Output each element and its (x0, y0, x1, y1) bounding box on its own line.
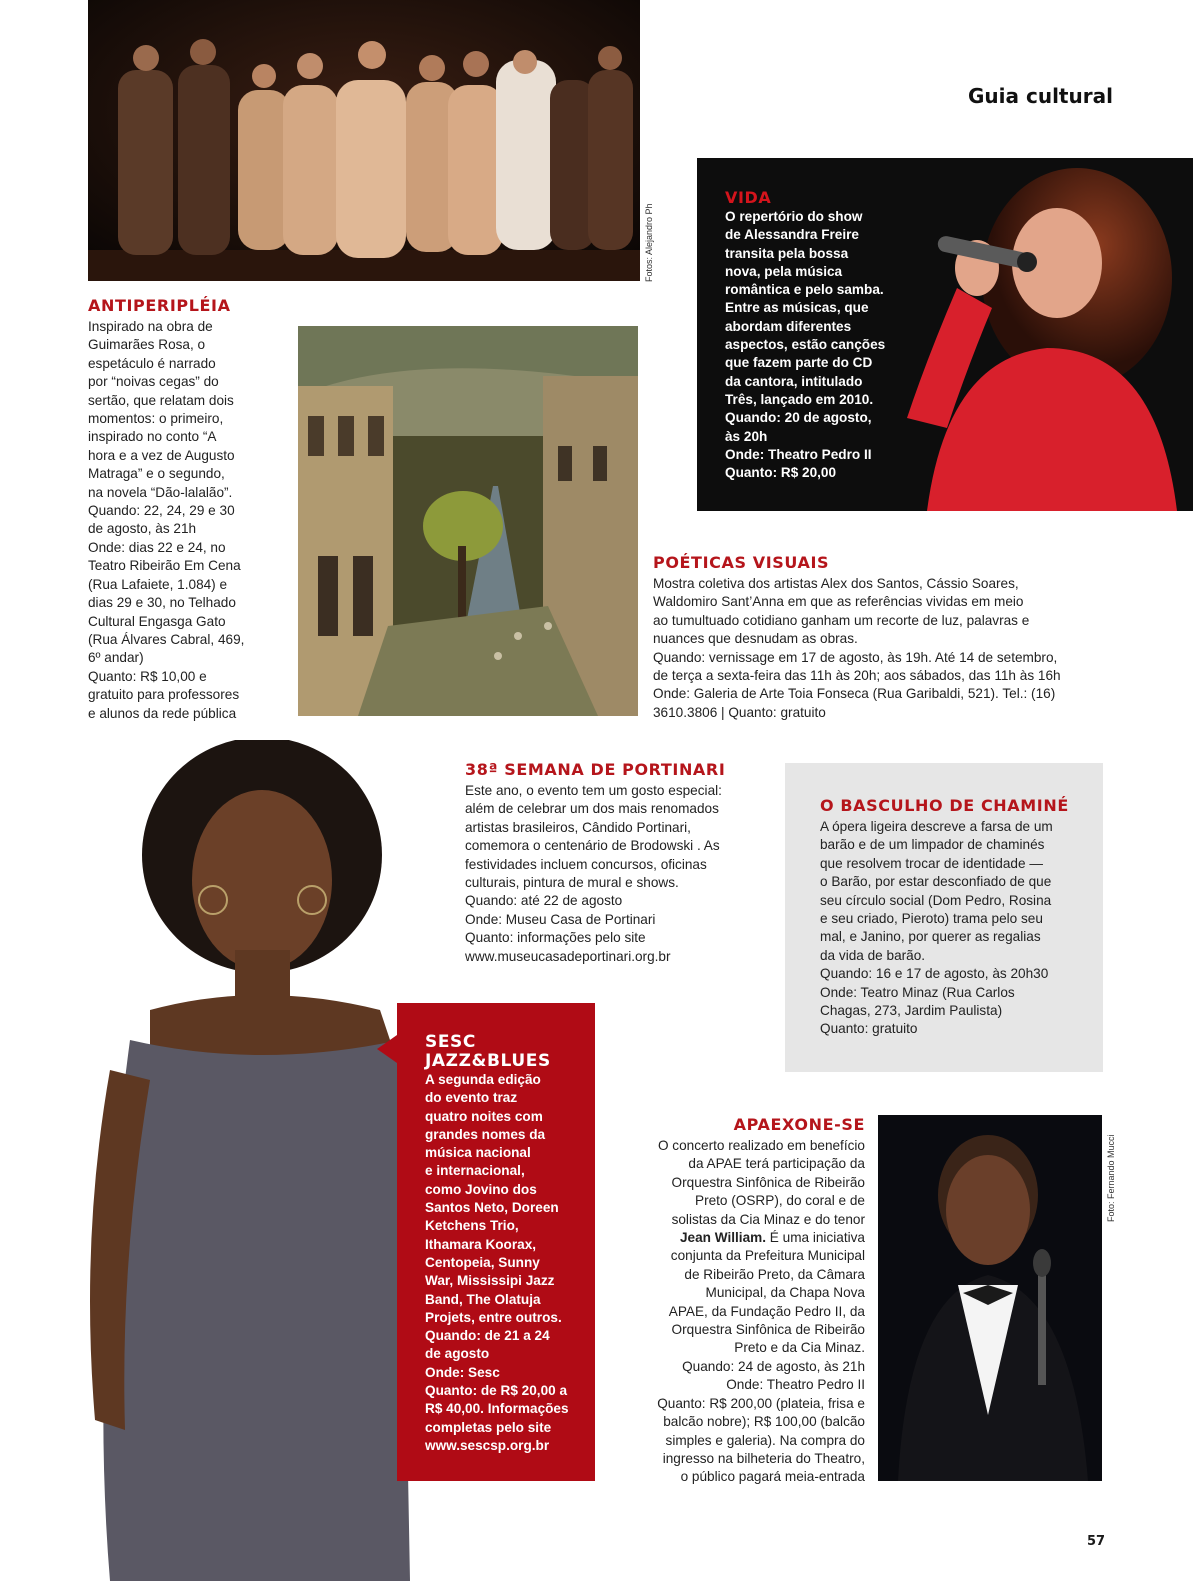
text-line: e seu criado, Pieroto) trama pelo seu (820, 911, 1043, 927)
detail-line: Teatro Ribeirão Em Cena (88, 558, 241, 574)
link-text: www.sescsp.org.br (425, 1437, 550, 1453)
tenor-photo (878, 1115, 1102, 1481)
text-line: Band, The Olatuja (425, 1291, 541, 1307)
text-line: APAE, da Fundação Pedro II, da (668, 1303, 865, 1319)
article-title: O BASCULHO DE CHAMINÉ (820, 796, 1069, 815)
text-line: nova, pela música (725, 263, 843, 279)
text-line: da vida de barão. (820, 947, 926, 963)
text-line: do evento traz (425, 1090, 518, 1106)
text-line: mal, e Janino, por querer as regalias (820, 929, 1041, 945)
text-line: da cantora, intitulado (725, 373, 863, 389)
text-line: além de celebrar um dos mais renomados (465, 801, 719, 817)
text-line: Onde: Sesc (425, 1364, 500, 1380)
text-line: que resolvem trocar de identidade — (820, 855, 1043, 871)
text-line: momentos: o primeiro, (88, 411, 224, 427)
article-title: SESC (425, 1032, 476, 1052)
detail-line: Onde: Teatro Minaz (Rua Carlos (820, 984, 1015, 1000)
detail-line: Quanto: informações pelo site (465, 930, 646, 946)
detail-line: Quanto: R$ 10,00 e (88, 668, 207, 684)
text-line: abordam diferentes (725, 318, 852, 334)
detail-line: www.museucasadeportinari.org.br (465, 948, 671, 964)
text-line: de Ribeirão Preto, da Câmara (684, 1266, 865, 1282)
text-line: aspectos, estão canções (725, 337, 886, 353)
article-basculho (820, 796, 1095, 1039)
article-apaexone-se (615, 1115, 865, 1487)
detail-line: 3610.3806 | Quanto: gratuito (653, 704, 826, 720)
text-line: hora e a vez de Augusto (88, 447, 235, 463)
article-semana-portinari (465, 760, 765, 966)
text-line: artistas brasileiros, Cândido Portinari, (465, 819, 691, 835)
detail-line: Quanto: gratuito (820, 1021, 918, 1037)
text-line: espetáculo é narrado (88, 355, 216, 371)
text-line: grandes nomes da (425, 1126, 546, 1142)
text-line: Municipal, da Chapa Nova (705, 1285, 865, 1301)
detail-line: 6º andar) (88, 650, 144, 666)
detail-line: balcão nobre); R$ 100,00 (balcão (663, 1414, 865, 1430)
vida-article (725, 188, 915, 482)
detail-line: Quanto: R$ 200,00 (plateia, frisa e (657, 1395, 865, 1411)
detail-line: Onde: Theatro Pedro II (726, 1377, 865, 1393)
text-line: Centopeia, Sunny (425, 1254, 540, 1270)
text-line: seu círculo social (Dom Pedro, Rosina (820, 892, 1052, 908)
sesc-article (425, 1033, 585, 1455)
text-line: Inspirado na obra de (88, 319, 213, 334)
text-fragment: É uma iniciativa (766, 1230, 865, 1246)
text-line: R$ 40,00. Informações (425, 1401, 569, 1417)
text-line: Mostra coletiva dos artistas Alex dos Santos, Cássio Soares, (653, 576, 1019, 591)
detail-line: ingresso na bilheteria do Theatro, (662, 1450, 865, 1466)
text-line: sertão, que relatam dois (88, 392, 234, 408)
text-line: como Jovino dos (425, 1181, 537, 1197)
text-line: festividades incluem concursos, oficinas (465, 856, 707, 872)
theater-photo (88, 0, 640, 281)
detail-line: e alunos da rede pública (88, 705, 237, 721)
detail-line: gratuito para professores (88, 687, 240, 703)
text-line (615, 1229, 865, 1247)
text-line: música nacional (425, 1145, 531, 1161)
text-line: O repertório do show (725, 209, 863, 224)
text-line: Projets, entre outros. (425, 1309, 562, 1325)
text-line: romântica e pelo samba. (725, 282, 884, 298)
article-title: ANTIPERIPLÉIA (88, 296, 231, 315)
text-line: Santos Neto, Doreen (425, 1200, 559, 1216)
article-title: 38ª SEMANA DE PORTINARI (465, 760, 726, 779)
detail-line: Chagas, 273, Jardim Paulista) (820, 1003, 1003, 1019)
basculho-panel (785, 763, 1103, 1072)
article-title: APAEXONE-SE (733, 1115, 865, 1134)
text-line: que fazem parte do CD (725, 355, 873, 371)
text-line: às 20h (725, 428, 768, 444)
text-line: Este ano, o evento tem um gosto especial: (465, 783, 722, 798)
detail-line: de terça a sexta-feira das 11h às 20h; aos sábados, das 11h às 16h (653, 668, 1061, 684)
painting-image (298, 326, 638, 716)
detail-line: simples e galeria). Na compra do (665, 1432, 865, 1448)
text-line: culturais, pintura de mural e shows. (465, 875, 679, 891)
detail-line: Onde: Galeria de Arte Toia Fonseca (Rua Garibaldi, 521). Tel.: (16) (653, 686, 1056, 702)
detail-line: Onde: dias 22 e 24, no (88, 539, 226, 555)
text-line: Ithamara Koorax, (425, 1236, 537, 1252)
text-line: Ketchens Trio, (425, 1218, 519, 1234)
text-line: barão e de um limpador de chaminés (820, 837, 1045, 853)
text-line: comemora o centenário de Brodowski . As (465, 838, 720, 854)
text-line: O concerto realizado em benefício (657, 1138, 865, 1153)
text-line: por “noivas cegas” do (88, 374, 219, 390)
vida-panel (697, 158, 1193, 511)
photo-credit-top: Fotos: Alejandro Ph (644, 203, 654, 282)
text-line: e internacional, (425, 1163, 525, 1179)
text-line: transita pela bossa (725, 245, 849, 261)
pointer-arrow (377, 1035, 397, 1063)
text-line: Quando: 20 de agosto, (725, 410, 872, 426)
text-line: da APAE terá participação da (688, 1156, 865, 1172)
text-line: Entre as músicas, que (725, 300, 869, 316)
text-line: Quando: de 21 a 24 (425, 1328, 550, 1344)
text-line: Preto e da Cia Minaz. (734, 1340, 865, 1356)
detail-line: Quando: 22, 24, 29 e 30 (88, 503, 235, 519)
text-line: completas pelo site (425, 1419, 552, 1435)
text-line: de agosto (425, 1346, 490, 1362)
text-line: Waldomiro Sant’Anna em que as referências vividas em meio (653, 594, 1024, 610)
text-line: inspirado no conto “A (88, 429, 217, 445)
article-title-line-2: JAZZ&BLUES (425, 1051, 551, 1071)
sesc-panel (397, 1003, 595, 1481)
detail-line: (Rua Lafaiete, 1.084) e (88, 576, 228, 592)
text-line: quatro noites com (425, 1108, 543, 1124)
text-line: Onde: Theatro Pedro II (725, 446, 872, 462)
text-line: ao tumultuado cotidiano ganham um recorte de luz, palavras e (653, 612, 1030, 628)
text-line: conjunta da Prefeitura Municipal (670, 1248, 865, 1264)
detail-line: (Rua Álvares Cabral, 469, (88, 631, 245, 647)
detail-line: Quando: 16 e 17 de agosto, às 20h30 (820, 966, 1049, 982)
text-line: War, Mississipi Jazz (425, 1273, 555, 1289)
article-antiperipleia (88, 296, 293, 723)
text-line: Orquestra Sinfônica de Ribeirão (671, 1322, 865, 1338)
tenor-name: Jean William. (680, 1230, 767, 1246)
text-line: nuances que desnudam as obras. (653, 631, 858, 647)
photo-credit-tenor: Foto: Fernando Mucci (1106, 1134, 1116, 1222)
detail-line: Quando: até 22 de agosto (465, 893, 623, 909)
text-line: Quanto: de R$ 20,00 a (425, 1383, 568, 1399)
detail-line: Quando: 24 de agosto, às 21h (682, 1358, 865, 1374)
text-line: Preto (OSRP), do coral e de (695, 1193, 865, 1209)
text-line: A ópera ligeira descreve a farsa de um (820, 819, 1053, 834)
text-line: A segunda edição (425, 1072, 541, 1087)
singer-photo (867, 158, 1193, 511)
text-line: Orquestra Sinfônica de Ribeirão (671, 1174, 865, 1190)
detail-line: dias 29 e 30, no Telhado (88, 595, 236, 611)
jazz-singer-photo (0, 740, 410, 1581)
text-line: solistas da Cia Minaz e do tenor (671, 1211, 865, 1227)
detail-line: o público pagará meia-entrada (680, 1469, 865, 1485)
text-line: o Barão, por estar desconfiado de que (820, 874, 1052, 890)
text-line: Quanto: R$ 20,00 (725, 465, 837, 481)
detail-line: de agosto, às 21h (88, 521, 197, 537)
article-title: VIDA (725, 188, 772, 207)
text-line: Três, lançado em 2010. (725, 391, 874, 407)
text-line: de Alessandra Freire (725, 227, 859, 243)
text-line: Matraga” e o segundo, (88, 466, 225, 482)
text-line: Guimarães Rosa, o (88, 337, 206, 353)
text-line: na novela “Dão-lalalão”. (88, 484, 233, 500)
section-title: Guia cultural (968, 84, 1113, 108)
article-title: POÉTICAS VISUAIS (653, 553, 830, 572)
detail-line: Quando: vernissage em 17 de agosto, às 19h. Até 14 de setembro, (653, 649, 1058, 665)
detail-line: Onde: Museu Casa de Portinari (465, 911, 656, 927)
page-number: 57 (1087, 1534, 1106, 1549)
detail-line: Cultural Engasga Gato (88, 613, 226, 629)
article-poeticas-visuais (653, 553, 1093, 722)
